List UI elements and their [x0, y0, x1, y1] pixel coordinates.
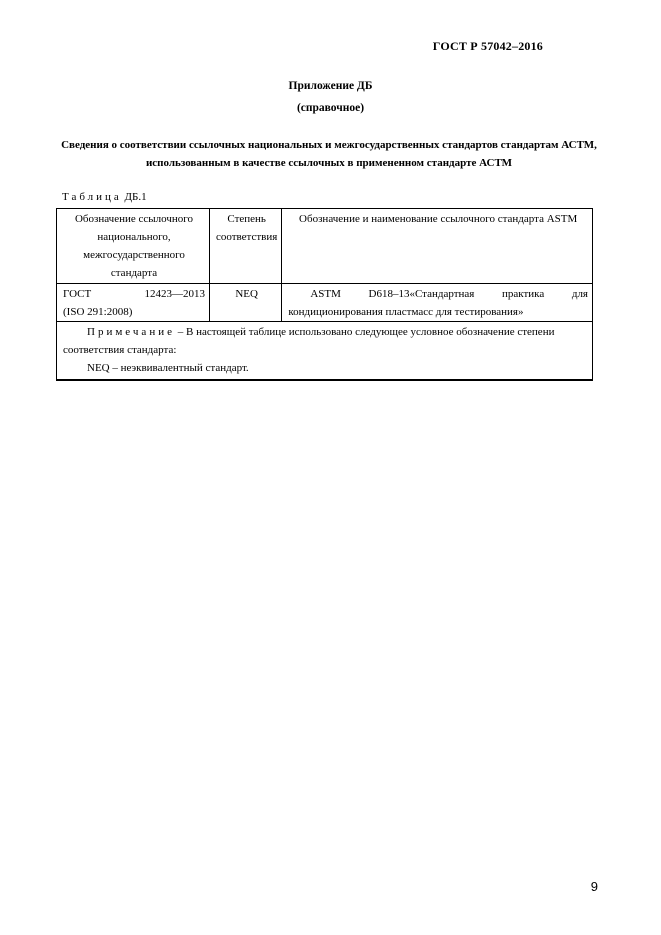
standard-iso-code: (ISO 291:2008): [63, 306, 133, 318]
table-caption-word: Таблица: [62, 191, 122, 203]
page-number: 9: [590, 879, 598, 894]
document-code: ГОСТ Р 57042–2016: [432, 39, 543, 53]
cell-astm-standard: ASTM D618–13«Стандартная практика для кондиционирования пластмасс для тестирования»: [282, 284, 593, 322]
standards-table: [56, 208, 593, 381]
header-compliance-degree: Степень соответствия: [210, 209, 282, 284]
note-item: NEQ – неэквивалентный стандарт.: [87, 362, 249, 374]
cell-standard-code: [57, 284, 210, 322]
header-standard-designation: Обозначение ссылочного национального, межгосударственного стандарта: [57, 209, 210, 284]
table-header-row: [57, 209, 593, 284]
appendix-title: Приложение ДБ: [288, 80, 373, 92]
table-note-row: [57, 322, 593, 381]
note-label: Примечание: [87, 326, 175, 338]
note-text: – В настоящей таблице использовано следующее условное обозначение степени соответствия стандарта:: [63, 326, 555, 356]
table-row: [57, 284, 593, 322]
table-note: [57, 322, 593, 381]
standard-code: ГОСТ 12423—2013: [63, 288, 205, 300]
table-caption: [62, 191, 147, 203]
cell-compliance-degree: NEQ: [210, 284, 282, 322]
section-title: Сведения о соответствии ссылочных национальных и межгосударственных стандартов стандартам АСТМ, использованным в качестве ссылочных в примененном стандарте АСТМ: [61, 139, 597, 169]
header-astm-standard: Обозначение и наименование ссылочного стандарта ASTM: [282, 209, 593, 284]
table-caption-number: ДБ.1: [124, 191, 147, 203]
appendix-type: (справочное): [296, 102, 365, 114]
